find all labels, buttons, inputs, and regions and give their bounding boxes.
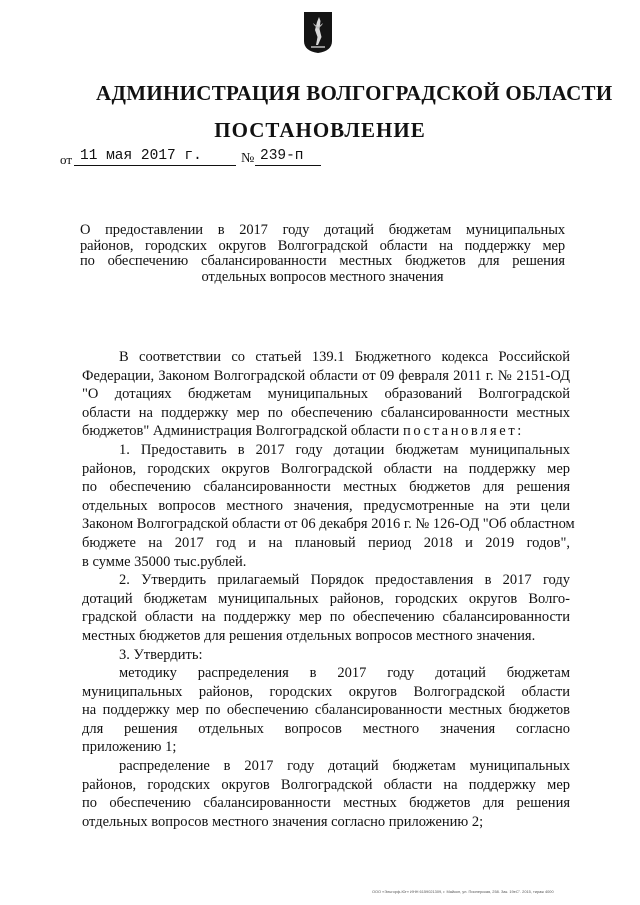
item2-line: местных бюджетов для решения отдельных вопросов местного значения. [82, 627, 536, 644]
item3-heading: 3. Утвердить: [119, 646, 203, 663]
item3a-line: приложению 1; [82, 739, 177, 756]
item2-line: градской области на поддержку мер по обеспечению сбалансированности [82, 609, 570, 626]
document-body [82, 348, 575, 831]
item1-line: бюджете на 2017 год и на плановый период 2018 и 2019 годов", [82, 534, 570, 551]
organization-name: АДМИНИСТРАЦИЯ ВОЛГОГРАДСКОЙ ОБЛАСТИ [96, 81, 613, 105]
item3a-line: на поддержку мер по обеспечению сбалансированности местных бюджетов [82, 702, 570, 719]
subject-line: по обеспечению сбалансированности местных бюджетов для решения [80, 253, 565, 269]
item3b-line: по обеспечению сбалансированности местных бюджетов для решения [82, 795, 570, 812]
preamble-line: области на поддержку мер по обеспечению сбалансированности местных [82, 404, 570, 421]
document-subject [80, 223, 565, 285]
item3a-line: методику распределения в 2017 году дотаций бюджетам [119, 665, 570, 682]
document-date: 11 мая 2017 г. [80, 148, 202, 164]
item2-line: 2. Утвердить прилагаемый Порядок предоставления в 2017 году [119, 572, 570, 589]
item3a-line: для решения отдельных вопросов местного значения согласно [82, 720, 570, 737]
preamble-text: бюджетов" Администрация Волгоградской области [82, 423, 400, 440]
item3b-line: районов, городских округов Волгоградской области на поддержку мер [82, 776, 570, 793]
item1-line: 1. Предоставить в 2017 году дотации бюджетам муниципальных [119, 441, 570, 458]
preamble-line-resolves [82, 422, 570, 441]
preamble-line: Федерации, Законом Волгоградской области от 09 февраля 2011 г. № 2151-ОД [82, 367, 570, 384]
volgograd-region-emblem-icon [303, 11, 333, 54]
preamble-line: "О дотациях бюджетам муниципальных образований Волгоградской [82, 386, 570, 403]
subject-line: районов, городских округов Волгоградской области на поддержку мер [80, 237, 565, 254]
item3b-line: отдельных вопросов местного значения согласно приложению 2; [82, 813, 484, 830]
item1-line: в сумме 35000 тыс.рублей. [82, 553, 247, 570]
print-footer-note: ООО «Эльгорф-Юг» ИНН 6159021309, г. Майкоп, ул. Пионерская, 258. Зак. 19еС". 2015, тираж 4000 [372, 889, 554, 894]
date-number-line [60, 148, 360, 170]
item1-line: отдельных вопросов местного значения, предусмотренные на эти цели [82, 497, 570, 514]
from-label: от [60, 152, 73, 167]
number-underline [255, 165, 321, 166]
item1-line: районов, городских округов Волгоградской области на поддержку мер [82, 460, 570, 477]
item3a-line: муниципальных районов, городских округов Волгоградской области [82, 683, 570, 700]
item1-line: Законом Волгоградской области от 06 декабря 2016 г. № 126-ОД "Об областном [82, 516, 575, 533]
item1-line: по обеспечению сбалансированности местных бюджетов для решения [82, 479, 570, 496]
date-underline [74, 165, 236, 166]
item2-line: дотаций бюджетам муниципальных районов, городских округов Волго- [82, 590, 570, 607]
resolves-word: постановляет: [402, 423, 524, 440]
subject-line: О предоставлении в 2017 году дотаций бюджетам муниципальных [80, 222, 565, 238]
number-label: № [241, 151, 255, 166]
document-type-title: ПОСТАНОВЛЕНИЕ [214, 118, 426, 142]
preamble-line: В соответствии со статьей 139.1 Бюджетного кодекса Российской [119, 349, 570, 365]
subject-line: отдельных вопросов местного значения [201, 268, 444, 285]
document-number: 239-п [260, 148, 304, 164]
item3b-line: распределение в 2017 году дотаций бюджетам муниципальных [119, 758, 570, 775]
